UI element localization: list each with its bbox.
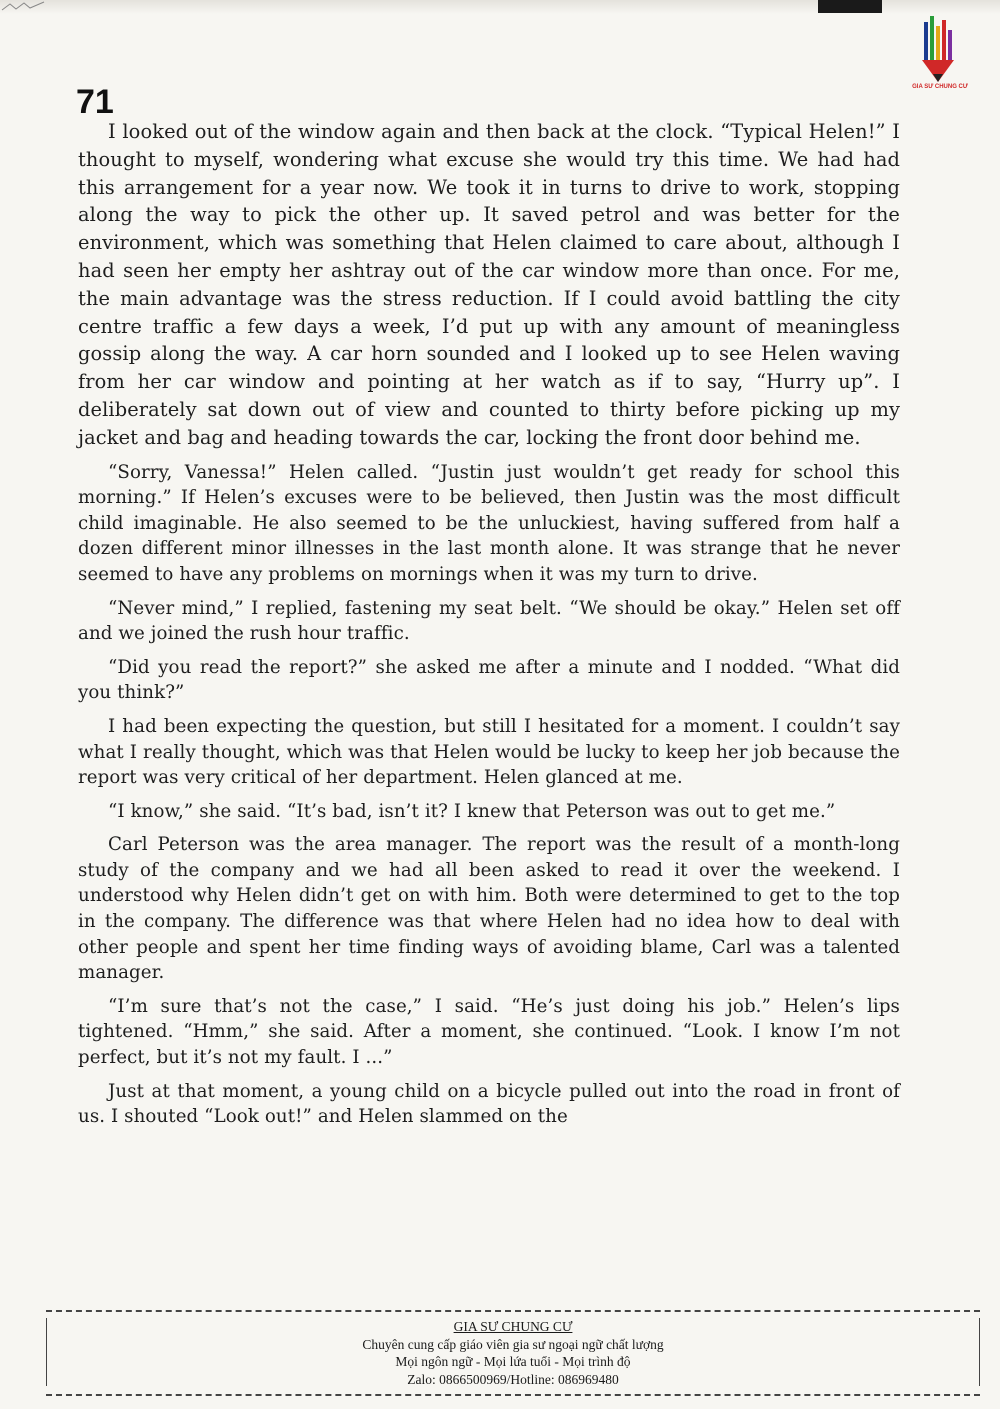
paragraph: I had been expecting the question, but still I hesitated for a moment. I couldn’t say what I really thought, which was that Helen would be lucky to keep her job because the report was very critical of her department. Helen glanced at me.: [78, 715, 900, 789]
paragraph: “Never mind,” I replied, fastening my seat belt. “We should be okay.” Helen set off and we joined the rush hour traffic.: [78, 597, 900, 645]
footer-contact: Zalo: 0866500969/Hotline: 086969480: [407, 1371, 619, 1387]
paragraph: “Did you read the report?” she asked me after a minute and I nodded. “What did you think?”: [78, 656, 900, 704]
corner-scribble: [0, 0, 70, 14]
pencil-logo-icon: [906, 12, 966, 104]
story-text: [78, 118, 900, 1138]
paragraph: “Sorry, Vanessa!” Helen called. “Justin just wouldn’t get ready for school this morning.” If Helen’s excuses were to be believed, then Justin was the most difficult child imaginable. He also seemed to be the unluckiest, having suffered from half a dozen different minor illnesses in the last month alone. It was strange that he never seemed to have any problems on mornings when it was my turn to drive.: [78, 461, 900, 585]
scan-edge-mark: [818, 0, 882, 13]
paragraph: “I know,” she said. “It’s bad, isn’t it? I knew that Peterson was out to get me.”: [108, 800, 836, 822]
paragraph: I looked out of the window again and then back at the clock. “Typical Helen!” I thought to myself, wondering what excuse she would try this time. We had had this arrangement for a year now. We took it in turns to drive to work, stopping along the way to pick the other up. It saved petrol and was better for the environment, which was something that Helen claimed to care about, although I had seen her empty her ashtray out of the car window more than once. For me, the main advantage was the stress reduction. If I could avoid battling the city centre traffic a few days a week, I’d put up with any amount of meaningless gossip along the way. A car horn sounded and I looked up to see Helen waving from her car window and pointing at her watch as if to say, “Hurry up”. I deliberately sat down out of view and counted to thirty before picking up my jacket and bag and heading towards the car, locking the front door behind me.: [78, 120, 900, 449]
logo-caption: GIA SƯ CHUNG CƯ: [912, 84, 968, 90]
paragraph: “I’m sure that’s not the case,” I said. “He’s just doing his job.” Helen’s lips tightened. “Hmm,” she said. After a moment, she continued. “Look. I know I’m not perfect, but it’s not my fault. I ...”: [78, 995, 900, 1069]
footer-text: [46, 1318, 980, 1388]
paragraph: Just at that moment, a young child on a bicycle pulled out into the road in front of us. I shouted “Look out!” and Helen slammed on the: [78, 1080, 900, 1128]
footer-line: Chuyên cung cấp giáo viên gia sư ngoại ngữ chất lượng: [362, 1336, 664, 1352]
page-number: 71: [76, 83, 114, 121]
footer-line: Mọi ngôn ngữ - Mọi lứa tuổi - Mọi trình độ: [395, 1354, 631, 1369]
footer-title: GIA SƯ CHUNG CƯ: [453, 1319, 573, 1334]
footer-box: [46, 1310, 980, 1396]
paragraph: Carl Peterson was the area manager. The report was the result of a month-long study of the company and we had all been asked to read it over the weekend. I understood why Helen didn’t get on with him. Both were determined to get to the top in the company. The difference was that where Helen had no idea how to deal with other people and spent her time finding ways of avoiding blame, Carl was a talented manager.: [78, 834, 900, 984]
